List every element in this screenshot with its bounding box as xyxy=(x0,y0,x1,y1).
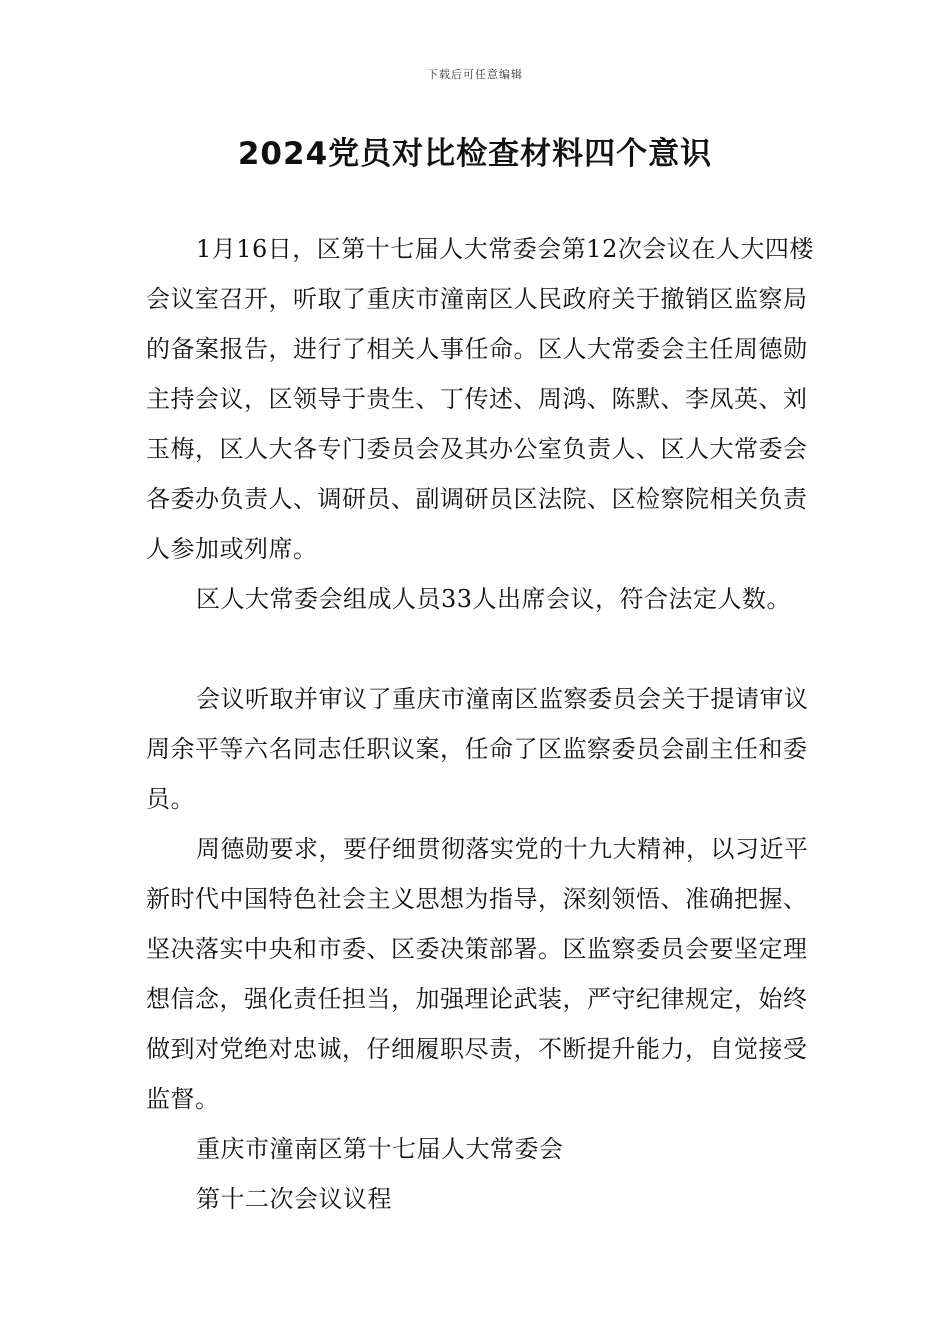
document-title: 2024党员对比检查材料四个意识 xyxy=(237,136,713,172)
paragraph-meeting-overview: 1月16日，区第十七届人大常委会第12次会议在人大四楼会议室召开，听取了重庆市潼南区人民政府关于撤销区监察局的备案报告，进行了相关人事任命。区人大常委会主任周德勋主持会议，区领导于贵生、丁传述、周鸿、陈默、李凤英、刘玉梅，区人大各专门委员会及其办公室负责人、区人大常委会各委办负责人、调研员、副调研员区法院、区检察院相关负责人参加或列席。 xyxy=(146,235,814,563)
header-note: 下载后可任意编辑 xyxy=(427,68,523,81)
paragraph-requirements: 周德勋要求，要仔细贯彻落实党的十九大精神，以习近平新时代中国特色社会主义思想为指导，深刻领悟、准确把握、坚决落实中央和市委、区委决策部署。区监察委员会要坚定理想信念，强化责任担当，加强理论武装，严守纪律规定，始终做到对党绝对忠诚，仔细履职尽责，不断提升能力，自觉接受监督。 xyxy=(146,835,809,1113)
paragraph-appointments: 会议听取并审议了重庆市潼南区监察委员会关于提请审议周余平等六名同志任职议案，任命了区监察委员会副主任和委员。 xyxy=(146,685,809,813)
closing-line-agenda: 第十二次会议议程 xyxy=(196,1185,392,1213)
closing-line-committee: 重庆市潼南区第十七届人大常委会 xyxy=(196,1135,564,1163)
paragraph-attendance: 区人大常委会组成人员33人出席会议，符合法定人数。 xyxy=(196,585,792,613)
paragraph-spacer xyxy=(146,624,822,674)
document-body xyxy=(146,224,822,1224)
